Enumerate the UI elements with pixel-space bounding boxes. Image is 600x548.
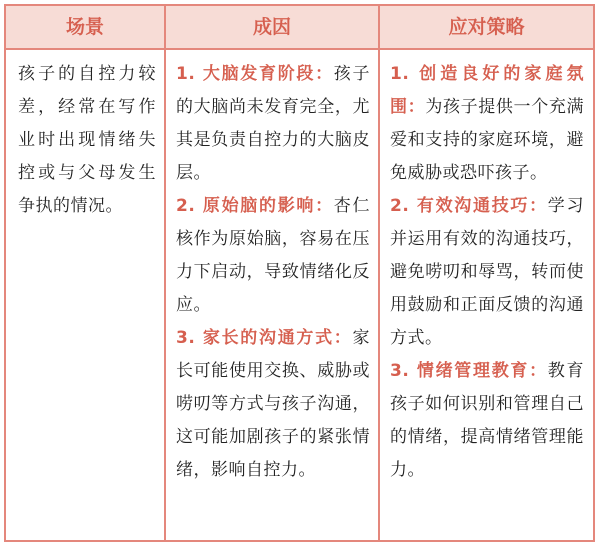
header-scene: 场景 — [65, 16, 104, 38]
strategy-text: 学习并运用有效的沟通技巧，避免唠叨和辱骂，转而使用鼓励和正面反馈的沟通方式。 — [390, 196, 584, 348]
table-header-row — [6, 6, 593, 50]
cause-item — [176, 190, 370, 322]
strategy-item — [390, 355, 584, 487]
column-divider — [378, 6, 380, 540]
cause-text: 家长可能使用交换、威胁或唠叨等方式与孩子沟通，这可能加剧孩子的紧张情绪，影响自控力。 — [176, 328, 370, 480]
strategy-title: 3. 情绪管理教育： — [390, 361, 548, 381]
column-divider — [164, 6, 166, 540]
cause-title: 3. 家长的沟通方式： — [176, 328, 353, 348]
cause-item — [176, 322, 370, 487]
cause-text: 孩子的大脑尚未发育完全，尤其是负责自控力的大脑皮层。 — [176, 64, 370, 183]
cause-text: 杏仁核作为原始脑，容易在压力下启动，导致情绪化反应。 — [176, 196, 370, 315]
cause-title: 2. 原始脑的影响： — [176, 196, 334, 216]
scene-cell — [18, 58, 156, 223]
cause-item — [176, 58, 370, 190]
strategy-item — [390, 190, 584, 355]
header-cause: 成因 — [252, 16, 291, 38]
cause-title: 1. 大脑发育阶段： — [176, 64, 334, 84]
cause-cell — [176, 58, 370, 487]
scene-text: 孩子的自控力较差，经常在写作业时出现情绪失控或与父母发生争执的情况。 — [18, 64, 156, 216]
strategy-text: 教育孩子如何识别和管理自己的情绪，提高情绪管理能力。 — [390, 361, 584, 480]
strategy-cell — [390, 58, 584, 487]
strategy-item — [390, 58, 584, 190]
strategy-table — [4, 4, 595, 542]
header-strategy: 应对策略 — [448, 16, 525, 38]
strategy-text: 为孩子提供一个充满爱和支持的家庭环境，避免威胁或恐吓孩子。 — [390, 97, 585, 183]
strategy-title: 1. 创造良好的家庭氛围： — [390, 64, 584, 117]
strategy-title: 2. 有效沟通技巧： — [390, 196, 548, 216]
